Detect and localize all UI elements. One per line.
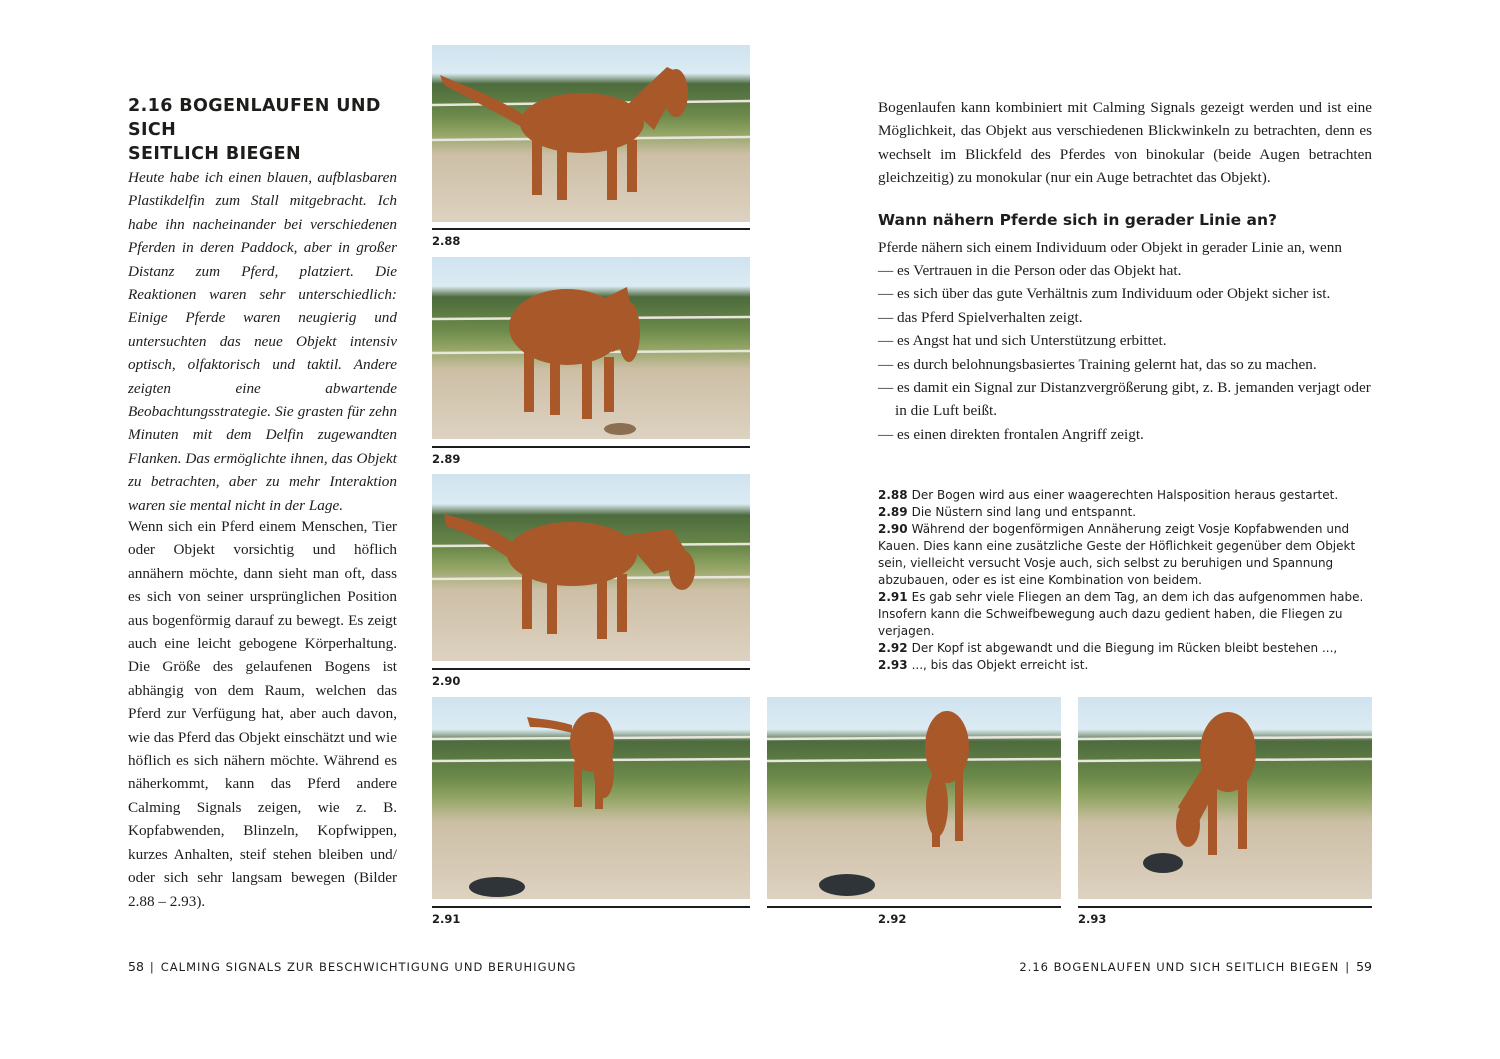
figure-rule	[1078, 906, 1372, 908]
caption-number: 2.92	[878, 641, 908, 655]
figure-label: 2.91	[432, 912, 461, 926]
caption-number: 2.89	[878, 505, 908, 519]
caption-number: 2.91	[878, 590, 908, 604]
section-heading-line1: 2.16 BOGENLAUFEN UND SICH	[128, 96, 381, 140]
caption-text: ..., bis das Objekt erreicht ist.	[911, 658, 1089, 672]
list-item: — es einen direkten frontalen Angriff zeigt.	[878, 425, 1144, 443]
list-item: — es damit ein Signal zur Distanzvergrößerung gibt, z. B. jemanden verjagt oder in die Luft beißt.	[878, 379, 1371, 420]
figure-label: 2.93	[1078, 912, 1107, 926]
intro-paragraph: Heute habe ich einen blauen, aufblasbaren Plastikdelfin zum Stall mitgebracht. Ich habe ihn nacheinander bei verschiedenen Pferden in deren Paddock, aber in großer Distanz zum Pferd, platziert. Die Reaktionen waren sehr unterschiedlich: Einige Pferde waren neugierig und untersuchten das neue Objekt intensiv optisch, olfaktorisch und taktil. Andere zeigten eine abwartende Beobachtungsstrategie. Sie grasten für zehn Minuten mit dem Delfin zugewandten Flanken. Das ermöglichte ihnen, das Objekt zu betrachten, aber zu mehr Interaktion waren sie mental nicht in der Lage.	[128, 169, 397, 514]
caption	[878, 487, 1372, 504]
caption-text: Es gab sehr viele Fliegen an dem Tag, an dem ich das aufgenommen habe. Insofern kann die Schweifbewegung auch dazu gedient haben, die Fliegen zu verjagen.	[878, 590, 1364, 638]
caption-text: Der Bogen wird aus einer waagerechten Halsposition heraus gestartet.	[911, 488, 1339, 502]
section-heading-line2: SEITLICH BIEGEN	[128, 144, 302, 164]
caption	[878, 657, 1372, 674]
photo-2-88	[432, 45, 750, 222]
caption	[878, 640, 1372, 657]
right-footer: 2.16 BOGENLAUFEN UND SICH SEITLICH BIEGEN | 59	[1019, 959, 1372, 974]
right-body-paragraph: Bogenlaufen kann kombiniert mit Calming Signals gezeigt werden und ist eine Möglichkeit, das Objekt aus verschiedenen Blickwinkeln zu betrachten, denn es wechselt im Blickfeld des Pferdes von binokular (beide Augen betrachten gleichzeitig) zu monokular (nur ein Auge betrachtet das Objekt).	[878, 99, 1372, 187]
figure-rule	[432, 446, 750, 448]
left-body-paragraph: Wenn sich ein Pferd einem Menschen, Tier oder Objekt vorsichtig und höflich annähern möchte, dann sieht man oft, dass es sich von seiner ursprünglichen Position aus bogenförmig darauf zu bewegt. Es zeigt auch eine leicht gebogene Körperhaltung. Die Größe des gelaufenen Bogens ist abhängig von dem Raum, welchen das Pferd zur Verfügung hat, aber auch davon, wie das Pferd das Objekt einschätzt und wie höflich es sich nähern möchte. Während es näherkommt, kann das Pferd andere Calming Signals zeigen, wie z. B. Kopfabwenden, Blinzeln, Kopfwippen, kurzes Anhalten, steif stehen bleiben und/ oder sich sehr langsam bewegen (Bilder 2.88 – 2.93).	[128, 518, 397, 910]
running-title-right: 2.16 BOGENLAUFEN UND SICH SEITLICH BIEGEN	[1019, 960, 1340, 974]
figure-label: 2.88	[432, 234, 461, 248]
figure-label: 2.92	[878, 912, 907, 926]
list-intro: Pferde nähern sich einem Individuum oder Objekt in gerader Linie an, wenn	[878, 239, 1342, 256]
photo-2-93	[1078, 697, 1372, 899]
list-item: — es Vertrauen in die Person oder das Objekt hat.	[878, 262, 1182, 279]
list-item: — es sich über das gute Verhältnis zum Individuum oder Objekt sicher ist.	[878, 285, 1331, 303]
section-heading	[128, 94, 418, 166]
list-item: — es durch belohnungsbasiertes Training gelernt hat, das so zu machen.	[878, 355, 1317, 373]
figure-label: 2.89	[432, 452, 461, 466]
caption-text: Die Nüstern sind lang und entspannt.	[911, 505, 1137, 519]
figure-captions	[878, 487, 1372, 674]
figure-rule	[432, 228, 750, 230]
figure-rule	[432, 668, 750, 670]
photo-2-90	[432, 474, 750, 661]
figure-rule	[432, 906, 750, 908]
page-number-left: 58	[128, 959, 144, 974]
caption-number: 2.93	[878, 658, 908, 672]
photo-2-91	[432, 697, 750, 899]
photo-2-89	[432, 257, 750, 439]
caption-number: 2.90	[878, 522, 908, 536]
running-title-left: CALMING SIGNALS ZUR BESCHWICHTIGUNG UND BERUHIGUNG	[160, 960, 577, 974]
caption-text: Der Kopf ist abgewandt und die Biegung im Rücken bleibt bestehen ...,	[911, 641, 1338, 655]
subheading: Wann nähern Pferde sich in gerader Linie an?	[878, 211, 1278, 229]
caption-number: 2.88	[878, 488, 908, 502]
left-footer: 58 | CALMING SIGNALS ZUR BESCHWICHTIGUNG UND BERUHIGUNG	[128, 959, 577, 974]
approach-list	[878, 259, 1378, 446]
figure-rule	[767, 906, 1061, 908]
caption-text: Während der bogenförmigen Annäherung zeigt Vosje Kopfabwenden und Kauen. Dies kann eine zusätzliche Geste der Höflichkeit gegenüber dem Objekt sein, vielleicht versucht Vosje auch, sich selbst zu beruhigen und Spannung abzubauen, oder es ist eine Kombination von beidem.	[878, 522, 1356, 587]
caption	[878, 521, 1372, 589]
caption	[878, 589, 1372, 640]
figure-label: 2.90	[432, 674, 461, 688]
photo-2-92	[767, 697, 1061, 899]
page-number-right: 59	[1356, 959, 1372, 974]
list-item: — es Angst hat und sich Unterstützung erbittet.	[878, 332, 1167, 350]
list-item: — das Pferd Spielverhalten zeigt.	[878, 308, 1083, 326]
caption	[878, 504, 1372, 521]
